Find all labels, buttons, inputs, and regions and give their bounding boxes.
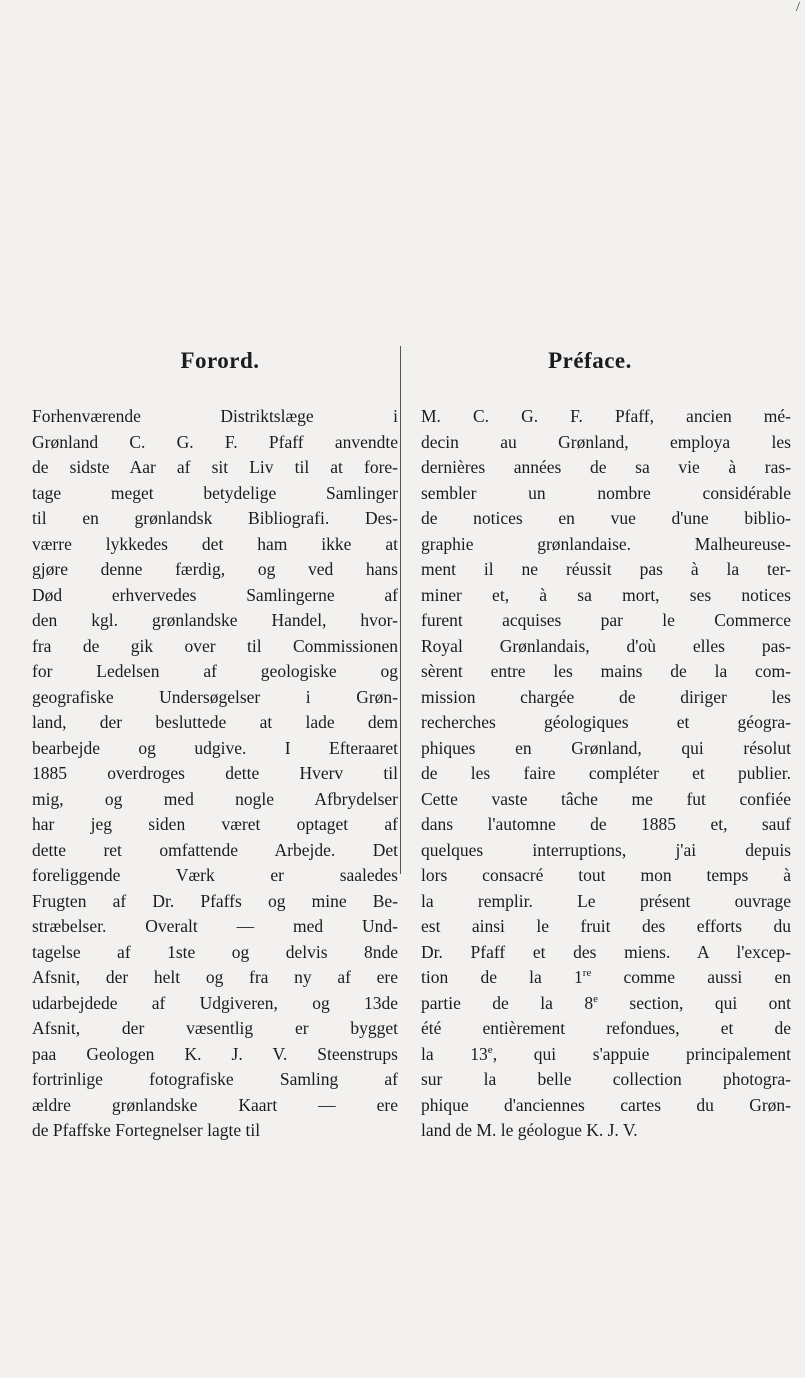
danish-line: 1885 overdroges dette Hverv til — [32, 763, 398, 783]
french-line: phique d'anciennes cartes du Grøn- — [421, 1094, 791, 1115]
danish-line: den kgl. grønlandske Handel, hvor- — [32, 610, 398, 630]
danish-line: Forhenværende Distriktslæge i — [32, 406, 398, 426]
french-line: decin au Grønland, employa les — [421, 431, 791, 452]
french-line: sur la belle collection photogra- — [421, 1069, 791, 1089]
danish-line: Afsnit, der væsentlig er bygget — [32, 1018, 398, 1038]
french-line: la 13e, qui s'appuie principalement — [421, 1043, 791, 1064]
danish-line: tagelse af 1ste og delvis 8nde — [32, 941, 398, 962]
danish-line: foreliggende Værk er saaledes — [32, 865, 398, 885]
french-line: sèrent entre les mains de la com- — [421, 661, 791, 681]
danish-line: har jeg siden været optaget af — [32, 814, 398, 834]
french-line: miner et, à sa mort, ses notices — [421, 584, 791, 605]
danish-line: geografiske Undersøgelser i Grøn- — [32, 686, 398, 707]
french-line: de notices en vue d'une biblio- — [421, 508, 791, 528]
french-line: est ainsi le fruit des efforts du — [421, 916, 791, 936]
french-line: land de M. le géologue K. J. V. — [421, 1120, 638, 1140]
french-line: Royal Grønlandais, d'où elles pas- — [421, 635, 791, 656]
french-line: dans l'automne de 1885 et, sauf — [421, 814, 791, 834]
french-line: furent acquises par le Commerce — [421, 610, 791, 630]
french-line: lors consacré tout mon temps à — [421, 865, 791, 885]
danish-line: Grønland C. G. F. Pfaff anvendte — [32, 431, 398, 452]
danish-line: dette ret omfattende Arbejde. Det — [32, 839, 398, 860]
french-line: dernières années de sa vie à ras- — [421, 457, 791, 477]
corner-mark: / — [796, 0, 800, 15]
column-divider — [400, 346, 401, 874]
french-line: M. C. G. F. Pfaff, ancien mé- — [421, 406, 791, 426]
danish-line: land, der besluttede at lade dem — [32, 712, 398, 732]
french-line: graphie grønlandaise. Malheureuse- — [421, 533, 791, 554]
danish-line: udarbejdede af Udgiveren, og 13de — [32, 992, 398, 1013]
danish-line: for Ledelsen af geologiske og — [32, 661, 398, 681]
danish-line: de Pfaffske Fortegnelser lagte til — [32, 1120, 261, 1140]
french-line: Cette vaste tâche me fut confiée — [421, 788, 791, 809]
french-line: partie de la 8e section, qui ont — [421, 992, 792, 1013]
danish-line: fra de gik over til Commissionen — [32, 635, 398, 656]
french-line: de les faire compléter et publier. — [421, 763, 791, 783]
french-line: la remplir. Le présent ouvrage — [421, 890, 791, 911]
heading-forord: Forord. — [180, 348, 260, 373]
danish-line: de sidste Aar af sit Liv til at fore- — [32, 457, 398, 477]
danish-line: gjøre denne færdig, og ved hans — [32, 559, 398, 579]
column-danish — [32, 404, 398, 1144]
column-french — [421, 404, 791, 1144]
danish-line: paa Geologen K. J. V. Steenstrups — [32, 1043, 398, 1064]
danish-line: til en grønlandsk Bibliografi. Des- — [32, 508, 398, 528]
danish-line: Afsnit, der helt og fra ny af ere — [32, 967, 398, 987]
heading-preface: Préface. — [548, 348, 632, 373]
danish-line: Frugten af Dr. Pfaffs og mine Be- — [32, 890, 398, 911]
danish-line: fortrinlige fotografiske Samling af — [32, 1069, 398, 1089]
french-line: tion de la 1re comme aussi en — [421, 967, 792, 987]
french-line: recherches géologiques et géogra- — [421, 712, 791, 732]
french-line: mission chargée de diriger les — [421, 686, 791, 707]
danish-line: stræbelser. Overalt — med Und- — [32, 916, 398, 936]
danish-line: værre lykkedes det ham ikke at — [32, 533, 398, 554]
danish-line: ældre grønlandske Kaart — ere — [32, 1094, 398, 1115]
french-line: ment il ne réussit pas à la ter- — [421, 559, 791, 579]
french-line: quelques interruptions, j'ai depuis — [421, 839, 791, 860]
french-line: phiques en Grønland, qui résolut — [421, 737, 791, 758]
danish-line: bearbejde og udgive. I Efteraaret — [32, 737, 398, 758]
danish-line: tage meget betydelige Samlinger — [32, 482, 398, 503]
danish-line: Død erhvervedes Samlingerne af — [32, 584, 398, 605]
danish-line: mig, og med nogle Afbrydelser — [32, 788, 398, 809]
french-line: Dr. Pfaff et des miens. A l'excep- — [421, 941, 791, 962]
french-line: été entièrement refondues, et de — [421, 1018, 791, 1038]
french-line: sembler un nombre considérable — [421, 482, 791, 503]
